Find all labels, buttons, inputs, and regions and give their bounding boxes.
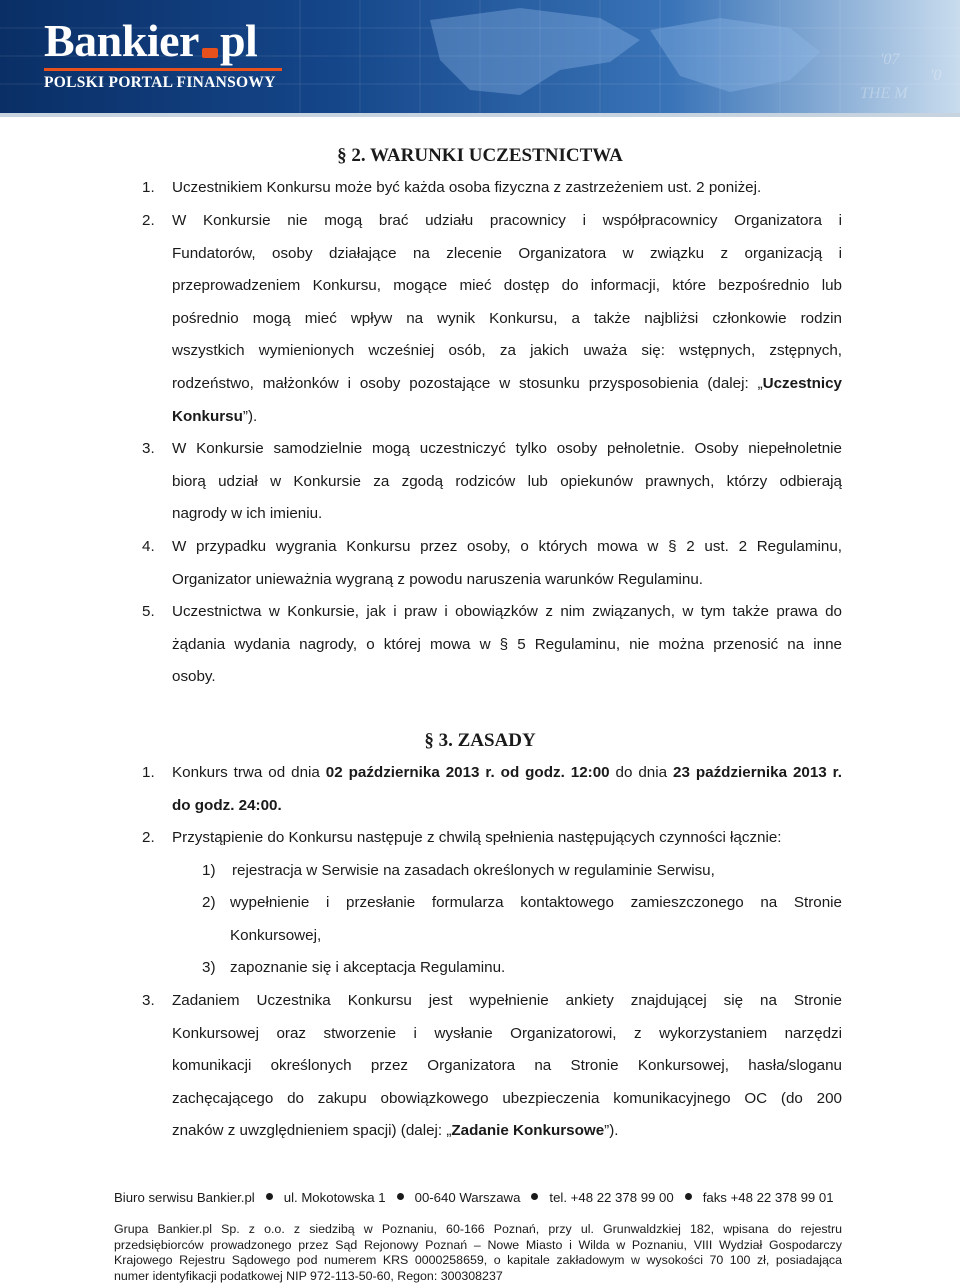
footer-legal-notice [114,1222,842,1284]
footer-phone: tel. +48 22 378 99 00 [549,1190,674,1205]
footer-fax: faks +48 22 378 99 01 [702,1190,834,1205]
logo-tagline: POLSKI PORTAL FINANSOWY [44,68,282,92]
item-text-line: W Konkursie samodzielnie mogą uczestniczyć tylko osoby pełnoletnie. Osoby niepełnoletnie [172,440,842,457]
item-text-line: pośrednio mogą mieć wpływ na wynik Konkursu, a także najbliżsi członkowie rodzin [172,309,842,327]
legal-line: Grupa Bankier.pl Sp. z o.o. z siedzibą w Poznaniu, 60-166 Poznań, przy ul. Grunwaldzkiej 182, wpisana do rejestru [114,1222,842,1236]
header-divider [0,113,960,117]
item-text: Uczestnikiem Konkursu może być każda osoba fizyczna z zastrzeżeniem ust. 2 poniżej. [172,179,762,196]
item-number: 2. [142,212,155,229]
item-text-line: Zadaniem Uczestnika Konkursu jest wypełnienie ankiety znajdującej się na Stronie [172,992,842,1009]
subitem-text-line: Konkursowej, [230,926,322,944]
item-text-line: Konkursu”). [172,407,258,425]
bullet-icon [266,1193,273,1200]
bullet-icon [685,1193,692,1200]
svg-text:THE M: THE M [860,85,908,102]
svg-text:'0: '0 [930,67,942,84]
item-text-line: Uczestnictwa w Konkursie, jak i praw i obowiązków z nim związanych, w tym także prawa do [172,603,842,620]
footer-address: ul. Mokotowska 1 [283,1190,386,1205]
bullet-icon [531,1193,538,1200]
item-number: 5. [142,603,155,620]
section-3-title: § 3. ZASADY [424,730,536,751]
item-text-line: komunikacji określonych przez Organizatora na Stronie Konkursowej, hasła/sloganu [172,1057,842,1075]
footer-contact [114,1190,834,1205]
logo-dot-icon [202,48,218,58]
item-text-line: Przystąpienie do Konkursu następuje z chwilą spełnienia następujących czynności łącznie: [172,829,782,846]
item-text-line: Fundatorów, osoby działające na zlecenie Organizatora w związku z organizacją i [172,244,842,262]
item-number: 3. [142,992,155,1009]
subitem-number: 2) [202,894,216,911]
svg-text:'07: '07 [880,51,900,68]
item-text-line: W przypadku wygrania Konkursu przez osoby, o których mowa w § 2 ust. 2 Regulaminu, [172,538,842,555]
item-text-line: Organizator unieważnia wygraną z powodu naruszenia warunków Regulaminu. [172,570,704,588]
item-text-line: znaków z uwzględnieniem spacji) (dalej: „Zadanie Konkursowe”). [172,1122,619,1140]
item-number: 1. [142,764,155,781]
subitem-text-line: wypełnienie i przesłanie formularza kontaktowego zamieszczonego na Stronie [230,894,842,911]
item-text-line: do godz. 24:00. [172,796,282,814]
item-text-line: rodzeństwo, małżonków i osoby pozostające w stosunku przysposobienia (dalej: „Uczestnicy [172,374,842,392]
subitem-text: zapoznanie się i akceptacja Regulaminu. [230,959,506,976]
item-text-line: biorą udział w Konkursie za zgodą rodziców lub opiekunów prawnych, którzy odbierają [172,472,842,490]
legal-line: przedsiębiorców prowadzonego przez Sąd Rejonowy Poznań – Nowe Miasto i Wilda w Poznaniu, VIII Wydział Gospodarczy [114,1237,842,1252]
item-text-line: osoby. [172,668,216,686]
item-number: 1. [142,179,155,196]
footer-city: 00-640 Warszawa [414,1190,521,1205]
item-number: 4. [142,538,155,555]
bankier-logo[interactable] [44,15,282,92]
subitem-number: 1) [202,862,216,879]
item-text-line: żądania wydania nagrody, o której mowa w § 5 Regulaminu, nie można przenosić na inne [172,635,842,653]
item-text-line: zachęcającego do zakupu obowiązkowego ubezpieczenia komunikacyjnego OC (do 200 [172,1089,842,1107]
section-2-title: § 2. WARUNKI UCZESTNICTWA [337,145,623,166]
item-text-line: W Konkursie nie mogą brać udziału pracownicy i współpracownicy Organizatora i [172,212,842,229]
item-number: 2. [142,829,155,846]
subitem-number: 3) [202,959,216,976]
logo-wordmark: Bankier pl [44,15,258,66]
item-text-line: Konkurs trwa od dnia 02 października 2013 r. od godz. 12:00 do dnia 23 października 2013 r. [172,764,842,781]
legal-line: Krajowego Rejestru Sądowego pod numerem KRS 0000258659, o kapitale zakładowym w wysokości 70 100 zł, posiadająca [114,1253,842,1268]
item-text-line: Konkursowej oraz stworzenie i wysłanie Organizatorowi, z wykorzystaniem narzędzi [172,1024,842,1042]
bullet-icon [397,1193,404,1200]
item-text-line: przeprowadzeniem Konkursu, mogące mieć dostęp do informacji, które bezpośrednio lub [172,277,842,295]
footer-office: Biuro serwisu Bankier.pl [114,1190,255,1205]
header-banner [0,0,960,113]
item-text-line: nagrody w ich imieniu. [172,505,323,523]
item-text-line: wszystkich wymienionych wcześniej osób, za jakich uważa się: wstępnych, zstępnych, [172,342,842,360]
item-number: 3. [142,440,155,457]
legal-line: numer identyfikacji podatkowej NIP 972-113-50-60, Regon: 300308237 [114,1268,503,1283]
subitem-text: rejestracja w Serwisie na zasadach określonych w regulaminie Serwisu, [232,862,715,879]
